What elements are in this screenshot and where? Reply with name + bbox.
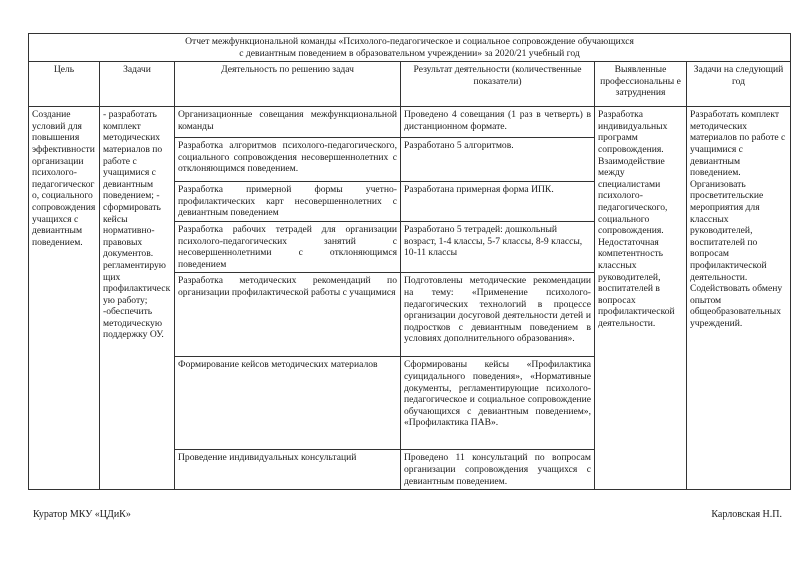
report-title-line-2: с девиантным поведением в образовательном учреждении» за 2020/21 учебный год xyxy=(239,47,580,59)
header-result: Результат деятельности (количественные показатели) xyxy=(401,62,595,107)
activity-cell: Разработка методических рекомендаций по организации профилактической работы с учащимися xyxy=(175,273,401,357)
tasks-cell: - разработать комплект методических материалов по работе с учащимися с девиантным поведением; - сформировать кейсы нормативно-правовых документов. регламентирующих профилактическую работу; -обеспечить методическую поддержку ОУ. xyxy=(100,107,175,490)
header-next-tasks: Задачи на следующий год xyxy=(687,62,791,107)
result-cell: Сформированы кейсы «Профилактика суицидального поведения», «Нормативные документы, регламентирующие психолого-педагогическое и социальное сопровождение обучающихся с девиантным поведением», «Профилактика ПАВ». xyxy=(401,357,595,450)
activity-cell: Организационные совещания межфункциональной команды xyxy=(175,107,401,138)
header-difficulties: Выявленные профессиональны е затруднения xyxy=(595,62,687,107)
header-row xyxy=(29,62,791,107)
goal-cell: Создание условий для повышения эффективности организации психолого-педагогического, социального сопровождения учащихся с девиантным поведением. xyxy=(29,107,100,490)
footer-curator: Куратор МКУ «ЦДиК» xyxy=(33,509,131,520)
activity-cell: Разработка примерной формы учетно-профилактических карт несовершеннолетних с девиантным поведением xyxy=(175,182,401,222)
result-cell: Проведено 11 консультаций по вопросам организации сопровождения учащихся с девиантным поведением. xyxy=(401,450,595,490)
report-table xyxy=(28,33,791,490)
activity-cell: Разработка алгоритмов психолого-педагогического, социального сопровождения несовершеннолетних с отклоняющимся поведением. xyxy=(175,138,401,182)
difficulties-cell: Разработка индивидуальных программ сопровождения. Взаимодействие между специалистами психолого-педагогического, социального сопровождения. Недостаточная компетентность классных руководителей, воспитателей в вопросах профилактической деятельности. xyxy=(595,107,687,490)
result-cell: Проведено 4 совещания (1 раз в четверть) в дистанционном формате. xyxy=(401,107,595,138)
result-cell: Разработано 5 алгоритмов. xyxy=(401,138,595,182)
next-tasks-cell: Разработать комплект методических материалов по работе с учащимися с девиантным поведением. Организовать просветительские мероприятия для классных руководителей, воспитателей по вопросам профилактической деятельности. Содействовать обмену опытом общеобразовательных учреждений. xyxy=(687,107,791,490)
result-cell: Разработана примерная форма ИПК. xyxy=(401,182,595,222)
header-goal: Цель xyxy=(29,62,100,107)
activity-cell: Разработка рабочих тетрадей для организации психолого-педагогических занятий с несовершеннолетними с отклоняющимся поведением xyxy=(175,221,401,272)
report-title xyxy=(29,34,791,62)
result-cell: Разработано 5 тетрадей: дошкольный возраст, 1-4 классы, 5-7 классы, 8-9 классы, 10-11 классы xyxy=(401,221,595,272)
footer-signature-name: Карловская Н.П. xyxy=(711,509,782,520)
header-tasks: Задачи xyxy=(100,62,175,107)
header-activity: Деятельность по решению задач xyxy=(175,62,401,107)
activity-cell: Формирование кейсов методических материалов xyxy=(175,357,401,450)
table-row xyxy=(29,107,791,138)
activity-cell: Проведение индивидуальных консультаций xyxy=(175,450,401,490)
title-row xyxy=(29,34,791,62)
report-title-line-1: Отчет межфункциональной команды «Психолого-педагогическое и социальное сопровождение обучающихся xyxy=(185,36,634,47)
result-cell: Подготовлены методические рекомендации на тему: «Применение психолого-педагогических технологий в процессе организации досуговой деятельности детей и подростков с девиантным поведением в условиях дополнительного образования». xyxy=(401,273,595,357)
